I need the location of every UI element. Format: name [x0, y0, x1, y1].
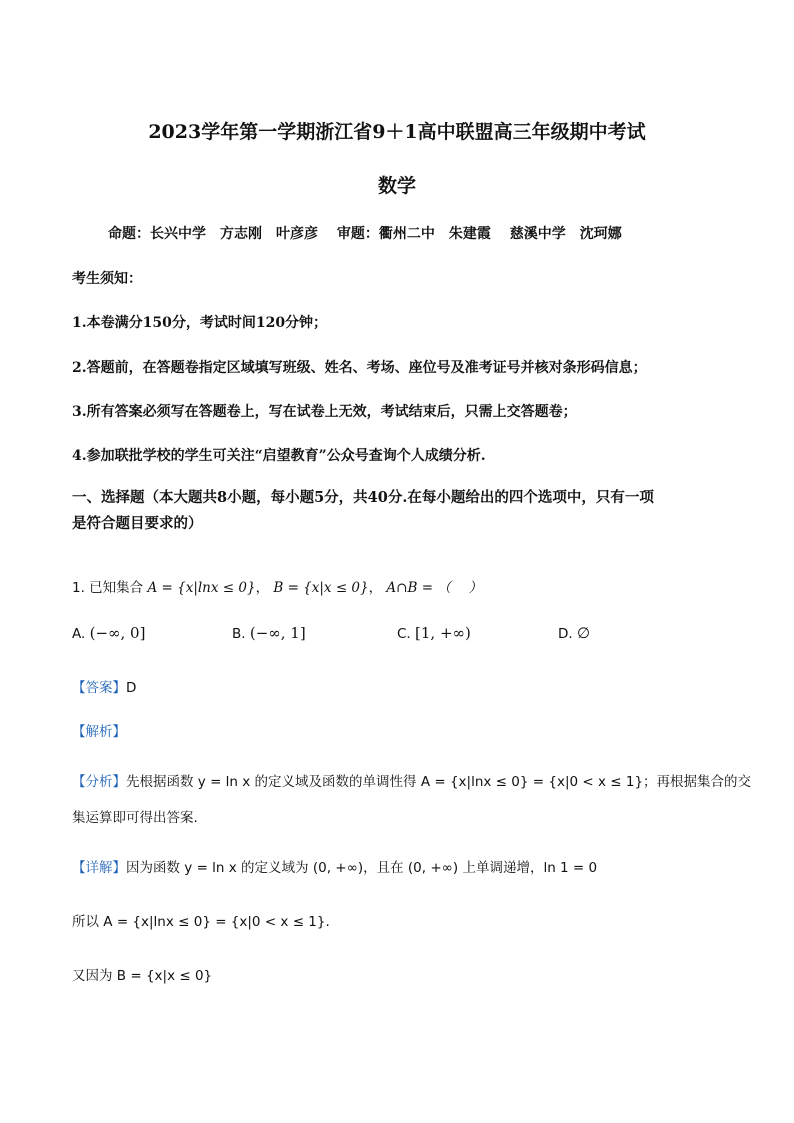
option-c [397, 624, 471, 642]
authors-line: 命题：长兴中学 方志刚 叶彦彦 审题：衢州二中 朱建霞 慈溪中学 沈珂娜 [108, 226, 622, 242]
detail-text-1: 因为函数 y = ln x 的定义域为 (0, +∞)，且在 (0, +∞) 上单调递增，ln 1 = 0 [126, 860, 598, 876]
question-prefix: 1. 已知集合 [72, 580, 144, 596]
option-value: (−∞, 1] [249, 624, 306, 642]
notice-item: 2.答题前，在答题卷指定区域填写班级、姓名、考场、座位号及准考证号并核对条形码信息； [72, 360, 647, 376]
section-heading [72, 485, 654, 537]
answer-line [72, 676, 136, 696]
fenxi-tag: 【分析】 [72, 774, 126, 790]
exam-title: 2023学年第一学期浙江省9＋1高中联盟高三年级期中考试 [148, 121, 646, 143]
subject-title: 数学 [377, 175, 416, 197]
option-value: ∅ [576, 624, 591, 642]
section-heading-line1: 一、选择题（本大题共8小题，每小题5分，共40分.在每小题给出的四个选项中，只有一项 [72, 489, 654, 506]
analysis-line-2: 集运算即可得出答案. [72, 810, 198, 826]
answer-tag: 【答案】 [72, 680, 126, 696]
detail-tag: 【详解】 [72, 860, 126, 876]
option-value: [1, +∞) [415, 624, 471, 642]
set-a: A = {x|lnx ≤ 0} [147, 580, 256, 596]
option-b [232, 624, 306, 642]
analysis-tag: 【解析】 [72, 724, 126, 740]
question-1: 1. 已知集合 A = {x|lnx ≤ 0}， B = {x|x ≤ 0}， A∩B = （ ） [72, 580, 483, 596]
analysis-line-1 [72, 770, 751, 790]
notice-item: 3.所有答案必须写在答题卷上，写在试卷上无效，考试结束后，只需上交答题卷； [72, 404, 577, 420]
question-ask: A∩B = （ ） [386, 580, 483, 596]
option-d [558, 624, 590, 642]
option-letter: C. [397, 626, 411, 642]
option-a [72, 624, 145, 642]
set-b: B = {x|x ≤ 0} [273, 580, 369, 596]
section-heading-line2: 是符合题目要求的） [72, 515, 203, 532]
option-letter: A. [72, 626, 86, 642]
option-letter: D. [558, 626, 573, 642]
notice-heading: 考生须知： [72, 271, 142, 287]
detail-line-2: 所以 A = {x|lnx ≤ 0} = {x|0 < x ≤ 1}. [72, 914, 330, 930]
answer-value: D [126, 680, 137, 696]
detail-line-3: 又因为 B = {x|x ≤ 0} [72, 968, 213, 984]
analysis-text-1: 先根据函数 y = ln x 的定义域及函数的单调性得 A = {x|lnx ≤ 0} = {x|0 < x ≤ 1}；再根据集合的交 [126, 774, 752, 790]
option-value: (−∞, 0] [89, 624, 146, 642]
detail-line-1 [72, 856, 597, 876]
notice-item: 4.参加联批学校的学生可关注“启望教育”公众号查询个人成绩分析. [72, 448, 486, 464]
analysis-tag-line [72, 720, 126, 740]
option-letter: B. [232, 626, 246, 642]
notice-item: 1.本卷满分150分，考试时间120分钟； [72, 315, 328, 331]
